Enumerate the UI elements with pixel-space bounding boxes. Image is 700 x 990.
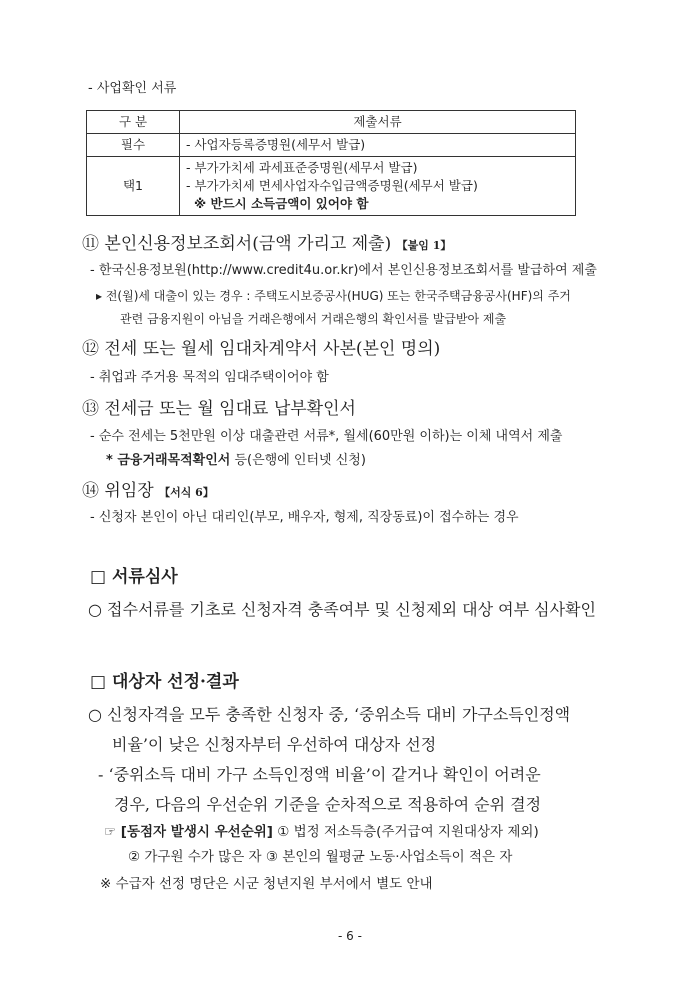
item12-line: - 취업과 주거용 목적의 임대주택이어야 함 xyxy=(90,370,329,385)
item11-tag: 【붙임 1】 xyxy=(396,239,452,252)
row-documents xyxy=(180,157,576,216)
row-document: - 부가가치세 면세사업자수입금액증명원(세무서 발급) xyxy=(186,178,478,193)
header-documents: 제출서류 xyxy=(180,111,576,134)
table-header-row xyxy=(87,111,576,134)
table-row xyxy=(87,157,576,216)
selection-heading: □ 대상자 선정·결과 xyxy=(90,672,239,692)
row-category: 필수 xyxy=(87,134,180,157)
header-category: 구 분 xyxy=(87,111,180,134)
selection-line: 경우, 다음의 우선순위 기준을 순차적으로 적용하여 순위 결정 xyxy=(114,795,542,814)
tie-break-rule-1: ① 법정 저소득층(주거급여 지원대상자 제외) xyxy=(272,824,539,840)
table-row xyxy=(87,134,576,157)
selection-line: ○ 신청자격을 모두 충족한 신청자 중, ‘중위소득 대비 가구소득인정액 xyxy=(88,705,571,724)
selection-line: 비율’이 낮은 신청자부터 우선하여 대상자 선정 xyxy=(112,735,437,754)
review-line: ○ 접수서류를 기초로 신청자격 충족여부 및 신청제외 대상 여부 심사확인 xyxy=(88,600,596,619)
item13-heading: ⑬ 전세금 또는 월 임대료 납부확인서 xyxy=(82,399,356,419)
item12-heading: ⑫ 전세 또는 월세 임대차계약서 사본(본인 명의) xyxy=(82,339,441,359)
tie-break-label: ☞ [동점자 발생시 우선순위] xyxy=(104,824,273,840)
item13-note-rest: 등(은행에 인터넷 신청) xyxy=(230,453,366,468)
item14-line: - 신청자 본인이 아닌 대리인(부모, 배우자, 형제, 직장동료)이 접수하는 경우 xyxy=(90,510,519,525)
selection-note: ※ 수급자 선정 명단은 시군 청년지원 부서에서 별도 안내 xyxy=(100,876,433,892)
item13-note-bold: * 금융거래목적확인서 xyxy=(106,453,231,468)
item11-title: ⑪ 본인신용정보조회서(금액 가리고 제출) xyxy=(82,234,392,254)
item14-title: ⑭ 위임장 xyxy=(82,481,154,501)
item11-note: ▸ 전(월)세 대출이 있는 경우 : 주택도시보증공사(HUG) 또는 한국주택금융공사(HF)의 주거 xyxy=(96,289,571,303)
business-docs-table xyxy=(86,110,576,216)
item14-tag: 【서식 6】 xyxy=(159,486,214,499)
item13-note xyxy=(106,454,366,467)
row-category: 택1 xyxy=(87,157,180,216)
row-document: - 부가가치세 과세표준증명원(세무서 발급) xyxy=(186,160,418,175)
selection-line: - ‘중위소득 대비 가구 소득인정액 비율’이 같거나 확인이 어려운 xyxy=(98,765,541,784)
item14-heading xyxy=(82,483,214,500)
review-heading: □ 서류심사 xyxy=(90,567,178,587)
item13-line: - 순수 전세는 5천만원 이상 대출관련 서류*, 월세(60만원 이하)는 이체 내역서 제출 xyxy=(90,429,563,444)
item11-line: - 한국신용정보원(http://www.credit4u.or.kr)에서 본인신용정보조회서를 발급하여 제출 xyxy=(90,263,597,278)
business-docs-title: - 사업확인 서류 xyxy=(88,81,177,96)
row-document: - 사업자등록증명원(세무서 발급) xyxy=(180,134,576,157)
page-number: - 6 - xyxy=(338,929,362,943)
tie-break-rule-cont: ② 가구원 수가 많은 자 ③ 본인의 월평균 노동·사업소득이 적은 자 xyxy=(128,849,513,865)
item11-note-cont: 관련 금융지원이 아님을 거래은행에서 거래은행의 확인서를 발급받아 제출 xyxy=(120,312,507,326)
tie-break-rule xyxy=(104,826,539,840)
item11-heading xyxy=(82,236,451,253)
row-note: ※ 반드시 소득금액이 있어야 함 xyxy=(194,196,369,211)
